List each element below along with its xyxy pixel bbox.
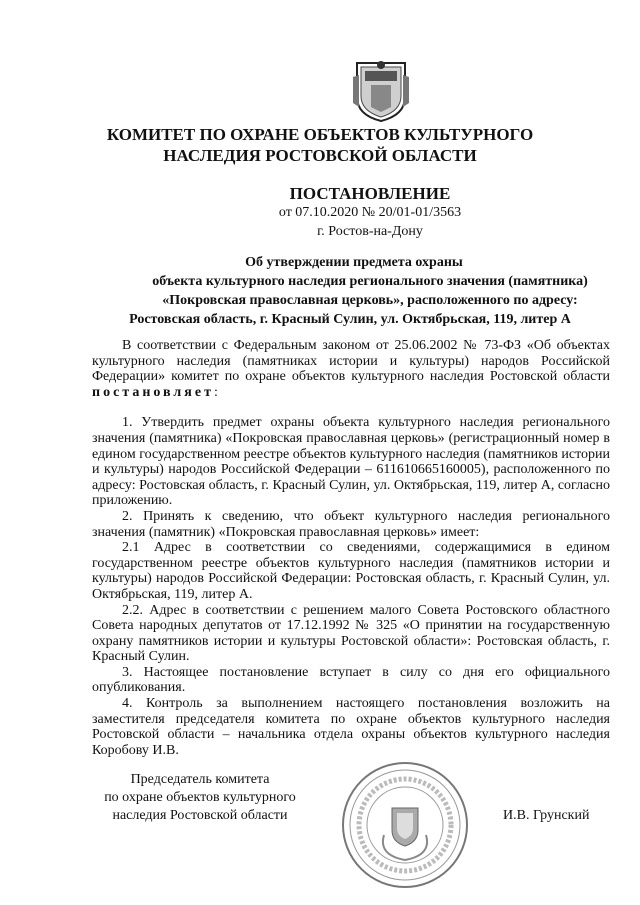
resolves-word: постановляет [92, 384, 214, 400]
item-2: 2. Принять к сведению, что объект культурного наследия регионального значения (памятник) «Покровская православная церковь» имеет: [92, 508, 610, 540]
document-date-number: от 07.10.2020 № 20/01-01/3563 [278, 205, 462, 220]
coat-of-arms-icon [351, 57, 411, 123]
position-line: Председатель комитета [130, 772, 270, 787]
signatory-position [80, 771, 320, 825]
preamble-text: В соответствии с Федеральным законом от 25.06.2002 № 73-ФЗ «Об объектах культурного наследия (памятниках истории и культуры) народов Российской Федерации» комитет по охране объектов культурного наследия Ростовской области [92, 338, 610, 385]
document-type: ПОСТАНОВЛЕНИЕ [289, 184, 451, 203]
preamble-end: : [213, 384, 218, 400]
position-line: по охране объектов культурного [104, 790, 296, 805]
subject-line: Ростовская область, г. Красный Сулин, ул. Октябрьская, 119, литер А [129, 312, 571, 327]
item-2-2: 2.2. Адрес в соответствии с решением малого Совета Ростовского областного Совета народных депутатов от 17.12.1992 № 325 «О принятии на государственную охрану памятников истории и культуры Ростовской области»: Ростовская область, г. Красный Сулин. [92, 602, 610, 665]
subject-line: объекта культурного наследия регионального значения (памятника) [152, 274, 588, 289]
item-2-1: 2.1 Адрес в соответствии со сведениями, содержащимися в едином государственном реестре объектов культурного наследия (памятников истории и культуры) народов Российской Федерации: Ростовская область, г. Красный Сулин, ул. Октябрьская, 119, литер А. [92, 540, 610, 602]
signatory-name: И.В. Грунский [503, 808, 590, 823]
document-body [92, 338, 610, 758]
org-name-line1: КОМИТЕТ ПО ОХРАНЕ ОБЪЕКТОВ КУЛЬТУРНОГО [106, 125, 534, 144]
item-3: 3. Настоящее постановление вступает в силу со дня его официального опубликования. [92, 664, 610, 696]
official-seal-icon [340, 760, 470, 890]
item-4: 4. Контроль за выполнением настоящего постановления возложить на заместителя председателя комитета по охране объектов культурного наследия Ростовской области – начальника отдела охраны объектов культурного наследия Коробову И.В. [92, 696, 610, 758]
item-1: 1. Утвердить предмет охраны объекта культурного наследия регионального значения (памятника) «Покровская православная церковь» (регистрационный номер в едином государственном реестре объектов культурного наследия (памятников истории и культуры) народов Российской Федерации – 611610665160005), расположенного по адресу: Ростовская область, г. Красный Сулин, ул. Октябрьская, 119, литер А, согласно приложению. [92, 415, 610, 509]
preamble [92, 338, 610, 400]
subject-line: Об утверждении предмета охраны [245, 255, 463, 270]
org-name-line2: НАСЛЕДИЯ РОСТОВСКОЙ ОБЛАСТИ [163, 146, 477, 165]
position-line: наследия Ростовской области [112, 808, 288, 823]
document-place: г. Ростов-на-Дону [317, 224, 423, 239]
subject-line: «Покровская православная церковь», расположенного по адресу: [162, 293, 578, 308]
